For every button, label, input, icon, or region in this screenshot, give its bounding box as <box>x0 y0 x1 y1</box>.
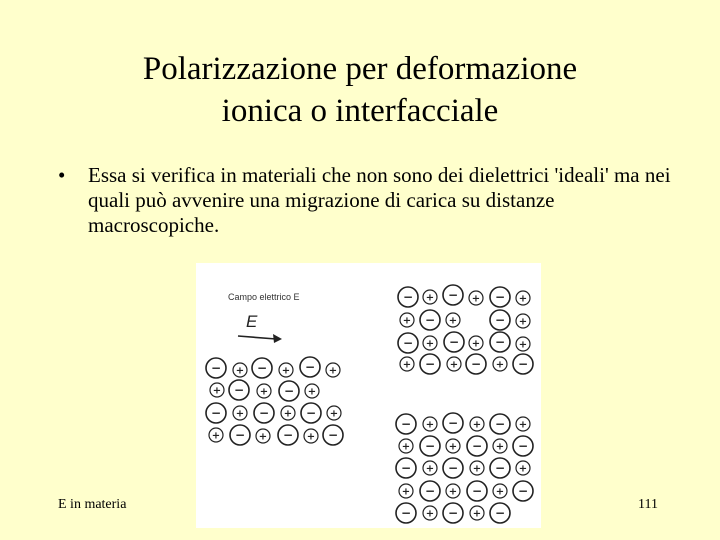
anion-icon <box>398 333 418 353</box>
cation-icon <box>470 417 484 431</box>
svg-text:+: + <box>306 431 316 443</box>
cation-icon <box>516 461 530 475</box>
svg-text:+: + <box>281 365 291 377</box>
cation-icon <box>257 384 271 398</box>
anion-icon <box>323 425 343 445</box>
svg-text:−: − <box>494 506 506 520</box>
svg-text:−: − <box>517 357 529 371</box>
title-line-2: ionica o interfacciale <box>221 93 499 129</box>
anion-icon <box>490 414 510 434</box>
field-label: Campo elettrico E <box>228 292 300 302</box>
bullet-icon: • <box>58 163 66 187</box>
svg-text:−: − <box>283 384 295 398</box>
svg-text:−: − <box>517 484 529 498</box>
cation-icon <box>209 428 223 442</box>
anion-icon <box>513 436 533 456</box>
anion-icon <box>398 287 418 307</box>
cation-icon <box>493 357 507 371</box>
svg-text:+: + <box>449 359 459 371</box>
svg-text:+: + <box>328 365 338 377</box>
svg-text:+: + <box>402 315 412 327</box>
svg-text:−: − <box>470 357 482 371</box>
svg-text:−: − <box>447 461 459 475</box>
svg-text:+: + <box>212 385 222 397</box>
svg-text:+: + <box>235 408 245 420</box>
field-symbol: E <box>246 312 258 331</box>
svg-text:+: + <box>518 463 528 475</box>
svg-text:+: + <box>472 508 482 520</box>
svg-text:+: + <box>259 386 269 398</box>
anion-icon <box>513 481 533 501</box>
anion-icon <box>490 310 510 330</box>
svg-text:+: + <box>495 486 505 498</box>
svg-text:−: − <box>447 416 459 430</box>
cation-icon <box>423 506 437 520</box>
svg-text:−: − <box>494 290 506 304</box>
svg-text:+: + <box>518 419 528 431</box>
anion-icon <box>206 403 226 423</box>
anion-icon <box>490 503 510 523</box>
field-arrow-icon <box>238 334 282 343</box>
svg-text:−: − <box>494 313 506 327</box>
anion-icon <box>467 481 487 501</box>
anion-icon <box>443 503 463 523</box>
anion-icon <box>444 332 464 352</box>
anion-icon <box>420 481 440 501</box>
svg-text:−: − <box>424 313 436 327</box>
page-number: 111 <box>638 497 658 512</box>
anion-icon <box>278 425 298 445</box>
cation-icon <box>399 484 413 498</box>
anion-icon <box>490 287 510 307</box>
cation-icon <box>446 484 460 498</box>
anion-icon <box>252 358 272 378</box>
anion-icon <box>301 403 321 423</box>
anion-icon <box>420 436 440 456</box>
svg-text:+: + <box>402 359 412 371</box>
cation-icon <box>516 337 530 351</box>
cation-icon <box>423 461 437 475</box>
cation-icon <box>400 313 414 327</box>
cation-icon <box>516 314 530 328</box>
anion-icon <box>420 310 440 330</box>
figure-drawing <box>196 263 541 528</box>
svg-text:+: + <box>401 441 411 453</box>
cation-icon <box>399 439 413 453</box>
anion-icon <box>490 458 510 478</box>
svg-text:+: + <box>471 338 481 350</box>
svg-text:−: − <box>210 406 222 420</box>
svg-text:+: + <box>425 292 435 304</box>
svg-text:+: + <box>448 315 458 327</box>
svg-text:+: + <box>448 486 458 498</box>
svg-text:+: + <box>518 339 528 351</box>
cation-icon <box>233 363 247 377</box>
cation-icon <box>469 291 483 305</box>
svg-text:−: − <box>304 360 316 374</box>
anion-icon <box>396 414 416 434</box>
anion-icon <box>443 413 463 433</box>
svg-text:+: + <box>283 408 293 420</box>
svg-text:+: + <box>425 508 435 520</box>
cation-icon <box>516 417 530 431</box>
cation-icon <box>281 406 295 420</box>
cation-icon <box>210 383 224 397</box>
svg-text:−: − <box>305 406 317 420</box>
svg-text:+: + <box>495 441 505 453</box>
cation-icon <box>423 417 437 431</box>
cation-icon <box>446 439 460 453</box>
svg-text:+: + <box>518 316 528 328</box>
cation-icon <box>493 484 507 498</box>
cation-icon <box>233 406 247 420</box>
cation-icon <box>400 357 414 371</box>
svg-text:+: + <box>329 408 339 420</box>
anion-icon <box>396 503 416 523</box>
svg-text:−: − <box>447 288 459 302</box>
cation-icon <box>447 357 461 371</box>
svg-text:+: + <box>425 419 435 431</box>
svg-text:+: + <box>235 365 245 377</box>
footer-left-text: E in materia <box>58 497 127 512</box>
svg-text:+: + <box>471 293 481 305</box>
svg-text:+: + <box>211 430 221 442</box>
slide-title <box>60 48 660 132</box>
svg-text:−: − <box>256 361 268 375</box>
svg-text:−: − <box>494 417 506 431</box>
bullet-text: Essa si verifica in materiali che non sono dei dielettrici 'ideali' ma nei quali può avvenire una migrazione di carica su distanze macroscopiche. <box>88 163 671 237</box>
anion-icon <box>206 358 226 378</box>
anion-icon <box>396 458 416 478</box>
svg-text:−: − <box>494 335 506 349</box>
svg-text:+: + <box>495 359 505 371</box>
svg-text:−: − <box>234 428 246 442</box>
cation-icon <box>423 336 437 350</box>
svg-text:−: − <box>400 417 412 431</box>
svg-text:+: + <box>425 338 435 350</box>
svg-text:−: − <box>424 439 436 453</box>
svg-text:+: + <box>307 386 317 398</box>
cation-icon <box>305 384 319 398</box>
svg-text:−: − <box>400 506 412 520</box>
anion-icon <box>443 285 463 305</box>
title-line-1: Polarizzazione per deformazione <box>142 51 578 87</box>
cation-icon <box>327 406 341 420</box>
svg-text:+: + <box>472 463 482 475</box>
anion-icon <box>490 332 510 352</box>
anion-icon <box>230 425 250 445</box>
svg-text:−: − <box>400 461 412 475</box>
anion-icon <box>467 436 487 456</box>
cation-icon <box>469 336 483 350</box>
svg-text:−: − <box>258 406 270 420</box>
bullet-item <box>58 163 678 238</box>
cation-icon <box>256 429 270 443</box>
svg-text:+: + <box>258 431 268 443</box>
svg-text:−: − <box>447 506 459 520</box>
svg-text:+: + <box>401 486 411 498</box>
cation-icon <box>446 313 460 327</box>
anion-icon <box>229 380 249 400</box>
cation-icon <box>326 363 340 377</box>
anion-icon <box>466 354 486 374</box>
svg-text:−: − <box>424 357 436 371</box>
anion-icon <box>279 381 299 401</box>
anion-icon <box>420 354 440 374</box>
svg-text:−: − <box>402 290 414 304</box>
svg-text:−: − <box>282 428 294 442</box>
svg-text:+: + <box>472 419 482 431</box>
svg-text:+: + <box>425 463 435 475</box>
svg-text:−: − <box>517 439 529 453</box>
svg-text:−: − <box>210 361 222 375</box>
cation-icon <box>279 363 293 377</box>
svg-text:−: − <box>494 461 506 475</box>
cation-icon <box>304 429 318 443</box>
svg-text:−: − <box>402 336 414 350</box>
anion-icon <box>513 354 533 374</box>
cation-icon <box>493 439 507 453</box>
ionic-polarization-figure <box>196 263 541 528</box>
svg-text:+: + <box>518 293 528 305</box>
cation-icon <box>470 461 484 475</box>
svg-text:−: − <box>471 439 483 453</box>
cation-icon <box>470 506 484 520</box>
cation-icon <box>423 290 437 304</box>
svg-text:−: − <box>448 335 460 349</box>
svg-text:+: + <box>448 441 458 453</box>
cation-icon <box>516 291 530 305</box>
svg-text:−: − <box>327 428 339 442</box>
svg-text:−: − <box>471 484 483 498</box>
svg-text:−: − <box>424 484 436 498</box>
anion-icon <box>254 403 274 423</box>
anion-icon <box>443 458 463 478</box>
anion-icon <box>300 357 320 377</box>
svg-text:−: − <box>233 383 245 397</box>
